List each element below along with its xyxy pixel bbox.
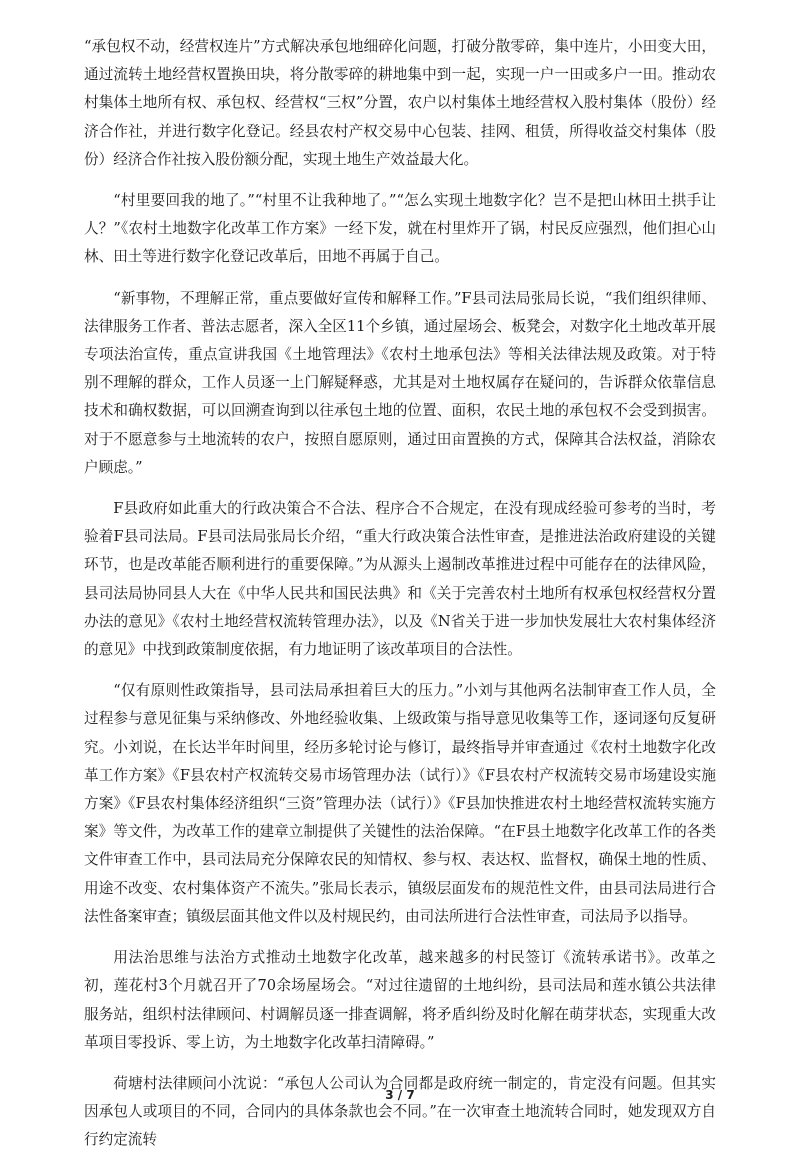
page-number: 3 / 7 [385,1088,415,1102]
paragraph-1: “承包权不动，经营权连片”方式解决承包地细碎化问题，打破分散零碎，集中连片，小田变大田，通过流转土地经营权置换田块，将分散零碎的耕地集中到一起，实现一户一田或多户一田。推动农村集体土地所有权、承包权、经营权“三权”分置，农户以村集体土地经营权入股村集体（股份）经济合作社，并进行数字化登记。经县农村产权交易中心包装、挂网、租赁，所得收益交村集体（股份）经济合作社按入股份额分配，实现土地生产效益最大化。 [84,38,716,168]
paragraph-7: 荷塘村法律顾问小沈说：“承包人公司认为合同都是政府统一制定的，肯定没有问题。但其实因承包人或项目的不同，合同内的具体条款也会不同。”在一次审查土地流转合同时，她发现双方自行约定流转 [84,1074,716,1149]
paragraph-4: F县政府如此重大的行政决策合不合法、程序合不合规定，在没有现成经验可参考的当时，考验着F县司法局。F县司法局张局长介绍，“重大行政决策合法性审查，是推进法治政府建设的关键环节，也是改革能否顺利进行的重要保障。”为从源头上遏制改革推进过程中可能存在的法律风险，县司法局协同县人大在《中华人民共和国民法典》和《关于完善农村土地所有权承包权经营权分置办法的意见》《农村土地经营权流转管理办法》，以及《N省关于进一步加快发展壮大农村集体经济的意见》中找到政策制度依据，有力地证明了该改革项目的合法性。 [84,500,716,659]
paragraph-2: “村里要回我的地了。”“村里不让我种地了。”“怎么实现土地数字化？岂不是把山林田土拱手让人？”《农村土地数字化改革工作方案》一经下发，就在村里炸开了锅，村民反应强烈，他们担心山林、田土等进行数字化登记改革后，田地不再属于自己。 [84,192,716,266]
paragraph-3: “新事物，不理解正常，重点要做好宣传和解释工作。”F县司法局张局长说，“我们组织律师、法律服务工作者、普法志愿者，深入全区11个乡镇，通过屋场会、板凳会，对数字化土地改革开展专项法治宣传，重点宣讲我国《土地管理法》《农村土地承包法》等相关法律法规及政策。对于特别不理解的群众，工作人员逐一上门解疑释惑，尤其是对土地权属存在疑问的，告诉群众依靠信息技术和确权数据，可以回溯查询到以往承包土地的位置、面积，农民土地的承包权不会受到损害。对于不愿意参与土地流转的农户，按照自愿原则，通过田亩置换的方式，保障其合法权益，消除农户顾虑。” [84,289,716,476]
paragraph-6: 用法治思维与法治方式推动土地数字化改革，越来越多的村民签订《流转承诺书》。改革之初，莲花村3个月就召开了70余场屋场会。“对过往遗留的土地纠纷，县司法局和莲水镇公共法律服务站，组织村法律顾问、村调解员逐一排查调解，将矛盾纠纷及时化解在萌芽状态，实现重大改革项目零投诉、零上访，为土地数字化改革扫清障碍。” [84,949,716,1051]
paragraph-5: “仅有原则性政策指导，县司法局承担着巨大的压力。”小刘与其他两名法制审查工作人员，全过程参与意见征集与采纳修改、外地经验收集、上级政策与指导意见收集等工作，逐词逐句反复研究。小刘说，在长达半年时间里，经历多轮讨论与修订，最终指导并审查通过《农村土地数字化改革工作方案》《F县农村产权流转交易市场管理办法（试行）》《F县农村产权流转交易市场建设实施方案》《F县农村集体经济组织“三资”管理办法（试行）》《F县加快推进农村土地经营权流转实施方案》等文件，为改革工作的建章立制提供了关键性的法治保障。“在F县土地数字化改革工作的各类文件审查工作中，县司法局充分保障农民的知情权、参与权、表达权、监督权，确保土地的性质、用途不改变、农村集体资产不流失。”张局长表示，镇级层面发布的规范性文件，由县司法局进行合法性备案审查；镇级层面其他文件以及村规民约，由司法所进行合法性审查，司法局予以指导。 [84,682,716,925]
